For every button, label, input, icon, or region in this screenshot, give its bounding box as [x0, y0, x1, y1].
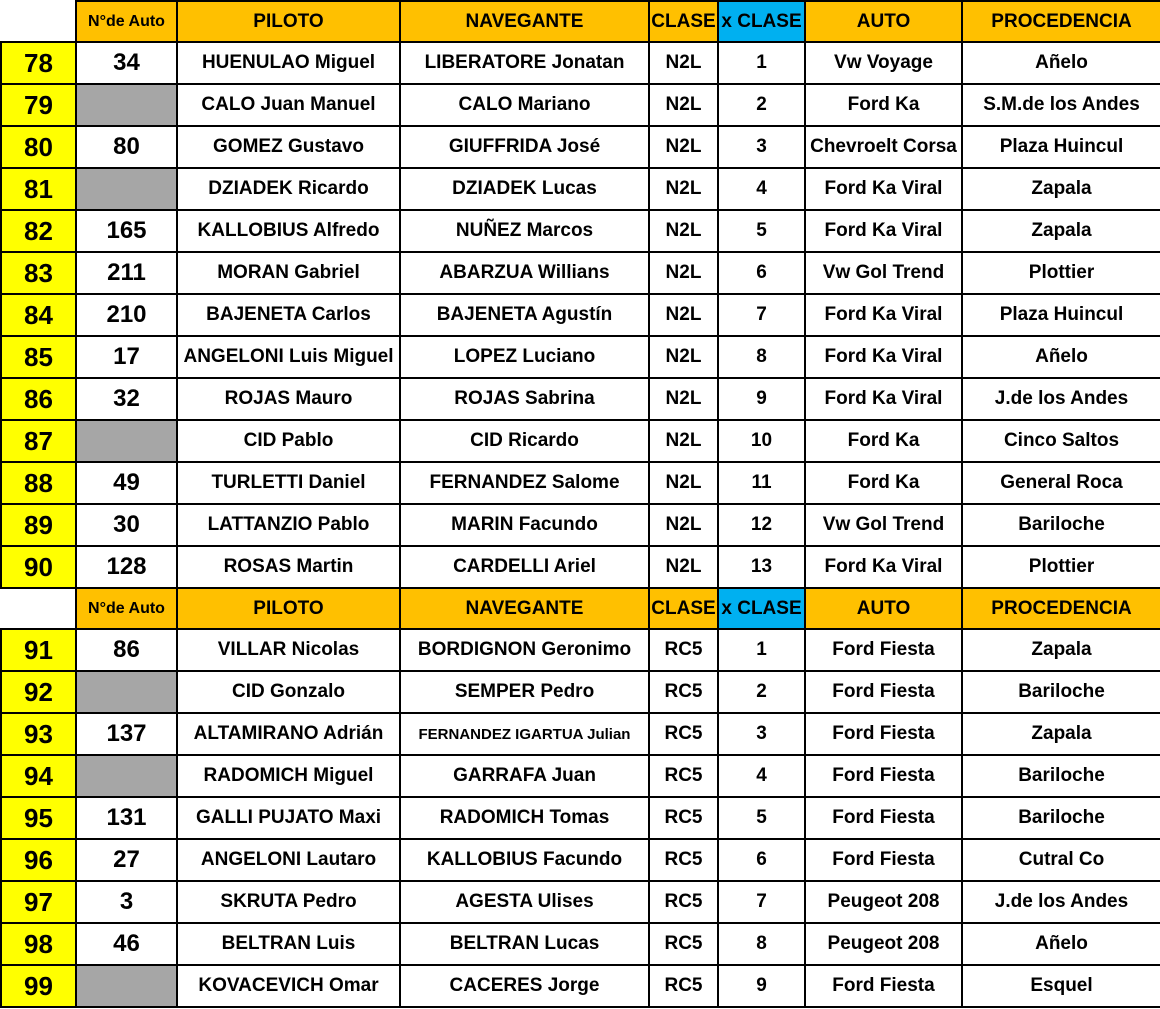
pilot-name: MORAN Gabriel: [177, 252, 400, 294]
header-corner: [1, 588, 76, 629]
table-row: [1, 378, 1160, 420]
class-position: 1: [718, 42, 805, 84]
car-number: 49: [76, 462, 177, 504]
table-row: [1, 336, 1160, 378]
car-number: 30: [76, 504, 177, 546]
navigator-name: BAJENETA Agustín: [400, 294, 649, 336]
class-position: 2: [718, 671, 805, 713]
table-row: [1, 168, 1160, 210]
table-row: [1, 839, 1160, 881]
car-model: Ford Ka Viral: [805, 378, 962, 420]
class-name: N2L: [649, 336, 718, 378]
order-number: 84: [1, 294, 76, 336]
class-name: RC5: [649, 671, 718, 713]
navigator-name: FERNANDEZ Salome: [400, 462, 649, 504]
pilot-name: CALO Juan Manuel: [177, 84, 400, 126]
origin-city: J.de los Andes: [962, 378, 1160, 420]
header-row-rc5: [1, 588, 1160, 629]
car-model: Vw Gol Trend: [805, 504, 962, 546]
class-position: 5: [718, 210, 805, 252]
order-number: 78: [1, 42, 76, 84]
navigator-name: DZIADEK Lucas: [400, 168, 649, 210]
pilot-name: DZIADEK Ricardo: [177, 168, 400, 210]
car-number: [76, 671, 177, 713]
class-position: 13: [718, 546, 805, 588]
navigator-name: BORDIGNON Geronimo: [400, 629, 649, 671]
header-corner: [1, 1, 76, 42]
car-model: Peugeot 208: [805, 881, 962, 923]
order-number: 97: [1, 881, 76, 923]
navigator-name: NUÑEZ Marcos: [400, 210, 649, 252]
car-model: Ford Fiesta: [805, 839, 962, 881]
navigator-name: SEMPER Pedro: [400, 671, 649, 713]
origin-city: Añelo: [962, 42, 1160, 84]
pilot-name: KALLOBIUS Alfredo: [177, 210, 400, 252]
car-number: 131: [76, 797, 177, 839]
car-number: 128: [76, 546, 177, 588]
navigator-name: CARDELLI Ariel: [400, 546, 649, 588]
order-number: 99: [1, 965, 76, 1007]
navigator-name: KALLOBIUS Facundo: [400, 839, 649, 881]
car-number: 32: [76, 378, 177, 420]
header-procedencia: PROCEDENCIA: [962, 588, 1160, 629]
order-number: 98: [1, 923, 76, 965]
class-name: N2L: [649, 84, 718, 126]
pilot-name: BELTRAN Luis: [177, 923, 400, 965]
table-row: [1, 126, 1160, 168]
class-position: 7: [718, 881, 805, 923]
class-position: 8: [718, 923, 805, 965]
class-position: 6: [718, 839, 805, 881]
car-number: 211: [76, 252, 177, 294]
order-number: 81: [1, 168, 76, 210]
class-position: 10: [718, 420, 805, 462]
navigator-name: CALO Mariano: [400, 84, 649, 126]
navigator-name: ROJAS Sabrina: [400, 378, 649, 420]
navigator-name: CACERES Jorge: [400, 965, 649, 1007]
class-name: RC5: [649, 713, 718, 755]
table-row: [1, 923, 1160, 965]
class-position: 7: [718, 294, 805, 336]
class-name: RC5: [649, 797, 718, 839]
pilot-name: CID Pablo: [177, 420, 400, 462]
table-row: [1, 671, 1160, 713]
class-name: N2L: [649, 168, 718, 210]
order-number: 92: [1, 671, 76, 713]
order-number: 79: [1, 84, 76, 126]
navigator-name: GARRAFA Juan: [400, 755, 649, 797]
class-name: N2L: [649, 210, 718, 252]
navigator-name: CID Ricardo: [400, 420, 649, 462]
car-model: Ford Ka: [805, 420, 962, 462]
pilot-name: ALTAMIRANO Adrián: [177, 713, 400, 755]
car-number: 17: [76, 336, 177, 378]
car-number: 27: [76, 839, 177, 881]
car-model: Ford Ka Viral: [805, 546, 962, 588]
navigator-name: MARIN Facundo: [400, 504, 649, 546]
class-name: RC5: [649, 881, 718, 923]
origin-city: Bariloche: [962, 755, 1160, 797]
origin-city: Zapala: [962, 210, 1160, 252]
car-number: 46: [76, 923, 177, 965]
class-name: N2L: [649, 420, 718, 462]
origin-city: Zapala: [962, 713, 1160, 755]
pilot-name: CID Gonzalo: [177, 671, 400, 713]
header-piloto: PILOTO: [177, 1, 400, 42]
class-name: N2L: [649, 504, 718, 546]
car-number: [76, 168, 177, 210]
car-model: Ford Fiesta: [805, 965, 962, 1007]
table-row: [1, 629, 1160, 671]
class-name: RC5: [649, 629, 718, 671]
class-name: RC5: [649, 965, 718, 1007]
class-position: 9: [718, 965, 805, 1007]
class-name: N2L: [649, 378, 718, 420]
order-number: 89: [1, 504, 76, 546]
header-clase: CLASE: [649, 588, 718, 629]
header-num-auto: N°de Auto: [76, 1, 177, 42]
class-position: 2: [718, 84, 805, 126]
class-name: N2L: [649, 126, 718, 168]
car-model: Ford Fiesta: [805, 629, 962, 671]
car-model: Vw Gol Trend: [805, 252, 962, 294]
class-position: 4: [718, 755, 805, 797]
navigator-name: ABARZUA Willians: [400, 252, 649, 294]
table-body: [1, 1, 1160, 1007]
car-number: 80: [76, 126, 177, 168]
navigator-name: BELTRAN Lucas: [400, 923, 649, 965]
origin-city: Cutral Co: [962, 839, 1160, 881]
table-row: [1, 210, 1160, 252]
class-name: RC5: [649, 923, 718, 965]
order-number: 82: [1, 210, 76, 252]
order-number: 88: [1, 462, 76, 504]
car-model: Vw Voyage: [805, 42, 962, 84]
origin-city: Plaza Huincul: [962, 126, 1160, 168]
order-number: 96: [1, 839, 76, 881]
origin-city: Cinco Saltos: [962, 420, 1160, 462]
order-number: 80: [1, 126, 76, 168]
header-navegante: NAVEGANTE: [400, 1, 649, 42]
order-number: 85: [1, 336, 76, 378]
order-number: 83: [1, 252, 76, 294]
car-model: Ford Fiesta: [805, 713, 962, 755]
car-model: Ford Ka Viral: [805, 168, 962, 210]
header-clase: CLASE: [649, 1, 718, 42]
origin-city: Plottier: [962, 252, 1160, 294]
class-position: 5: [718, 797, 805, 839]
class-position: 3: [718, 713, 805, 755]
car-number: [76, 84, 177, 126]
origin-city: Añelo: [962, 923, 1160, 965]
car-model: Ford Fiesta: [805, 755, 962, 797]
origin-city: Bariloche: [962, 504, 1160, 546]
header-piloto: PILOTO: [177, 588, 400, 629]
car-model: Ford Ka: [805, 84, 962, 126]
origin-city: Plaza Huincul: [962, 294, 1160, 336]
pilot-name: VILLAR Nicolas: [177, 629, 400, 671]
order-number: 93: [1, 713, 76, 755]
car-model: Peugeot 208: [805, 923, 962, 965]
table-row: [1, 965, 1160, 1007]
origin-city: Bariloche: [962, 671, 1160, 713]
header-x-clase: x CLASE: [718, 1, 805, 42]
car-number: [76, 965, 177, 1007]
class-position: 4: [718, 168, 805, 210]
table-row: [1, 713, 1160, 755]
car-number: 137: [76, 713, 177, 755]
pilot-name: GOMEZ Gustavo: [177, 126, 400, 168]
header-auto: AUTO: [805, 588, 962, 629]
class-position: 11: [718, 462, 805, 504]
navigator-name: RADOMICH Tomas: [400, 797, 649, 839]
navigator-name: LIBERATORE Jonatan: [400, 42, 649, 84]
class-name: N2L: [649, 42, 718, 84]
table-row: [1, 755, 1160, 797]
origin-city: Zapala: [962, 168, 1160, 210]
pilot-name: ROJAS Mauro: [177, 378, 400, 420]
class-position: 6: [718, 252, 805, 294]
origin-city: Esquel: [962, 965, 1160, 1007]
origin-city: Bariloche: [962, 797, 1160, 839]
navigator-name: AGESTA Ulises: [400, 881, 649, 923]
car-model: Ford Fiesta: [805, 797, 962, 839]
header-num-auto: N°de Auto: [76, 588, 177, 629]
order-number: 91: [1, 629, 76, 671]
pilot-name: SKRUTA Pedro: [177, 881, 400, 923]
car-model: Ford Ka Viral: [805, 210, 962, 252]
car-model: Ford Fiesta: [805, 671, 962, 713]
table-row: [1, 546, 1160, 588]
class-name: N2L: [649, 252, 718, 294]
table-row: [1, 504, 1160, 546]
table-row: [1, 294, 1160, 336]
class-position: 8: [718, 336, 805, 378]
car-number: [76, 420, 177, 462]
class-name: RC5: [649, 755, 718, 797]
car-number: 210: [76, 294, 177, 336]
class-name: N2L: [649, 462, 718, 504]
car-model: Ford Ka: [805, 462, 962, 504]
car-number: [76, 755, 177, 797]
header-x-clase: x CLASE: [718, 588, 805, 629]
car-model: Ford Ka Viral: [805, 336, 962, 378]
car-number: 165: [76, 210, 177, 252]
order-number: 86: [1, 378, 76, 420]
order-number: 90: [1, 546, 76, 588]
table-row: [1, 84, 1160, 126]
origin-city: Plottier: [962, 546, 1160, 588]
class-position: 1: [718, 629, 805, 671]
header-row-n2l: [1, 1, 1160, 42]
pilot-name: RADOMICH Miguel: [177, 755, 400, 797]
class-name: N2L: [649, 546, 718, 588]
order-number: 95: [1, 797, 76, 839]
navigator-name: GIUFFRIDA José: [400, 126, 649, 168]
origin-city: Añelo: [962, 336, 1160, 378]
pilot-name: TURLETTI Daniel: [177, 462, 400, 504]
car-number: 86: [76, 629, 177, 671]
pilot-name: GALLI PUJATO Maxi: [177, 797, 400, 839]
table-row: [1, 42, 1160, 84]
table-row: [1, 420, 1160, 462]
table-row: [1, 797, 1160, 839]
pilot-name: BAJENETA Carlos: [177, 294, 400, 336]
header-procedencia: PROCEDENCIA: [962, 1, 1160, 42]
class-position: 9: [718, 378, 805, 420]
order-number: 87: [1, 420, 76, 462]
navigator-name: FERNANDEZ IGARTUA Julian: [400, 713, 649, 755]
navigator-name: LOPEZ Luciano: [400, 336, 649, 378]
pilot-name: HUENULAO Miguel: [177, 42, 400, 84]
class-name: N2L: [649, 294, 718, 336]
class-position: 12: [718, 504, 805, 546]
car-number: 34: [76, 42, 177, 84]
table-row: [1, 881, 1160, 923]
table-row: [1, 462, 1160, 504]
header-auto: AUTO: [805, 1, 962, 42]
class-position: 3: [718, 126, 805, 168]
origin-city: General Roca: [962, 462, 1160, 504]
class-name: RC5: [649, 839, 718, 881]
pilot-name: LATTANZIO Pablo: [177, 504, 400, 546]
origin-city: S.M.de los Andes: [962, 84, 1160, 126]
car-model: Chevroelt Corsa: [805, 126, 962, 168]
pilot-name: ANGELONI Luis Miguel: [177, 336, 400, 378]
order-number: 94: [1, 755, 76, 797]
pilot-name: ROSAS Martin: [177, 546, 400, 588]
car-number: 3: [76, 881, 177, 923]
pilot-name: ANGELONI Lautaro: [177, 839, 400, 881]
origin-city: Zapala: [962, 629, 1160, 671]
header-navegante: NAVEGANTE: [400, 588, 649, 629]
table-row: [1, 252, 1160, 294]
car-model: Ford Ka Viral: [805, 294, 962, 336]
pilot-name: KOVACEVICH Omar: [177, 965, 400, 1007]
origin-city: J.de los Andes: [962, 881, 1160, 923]
